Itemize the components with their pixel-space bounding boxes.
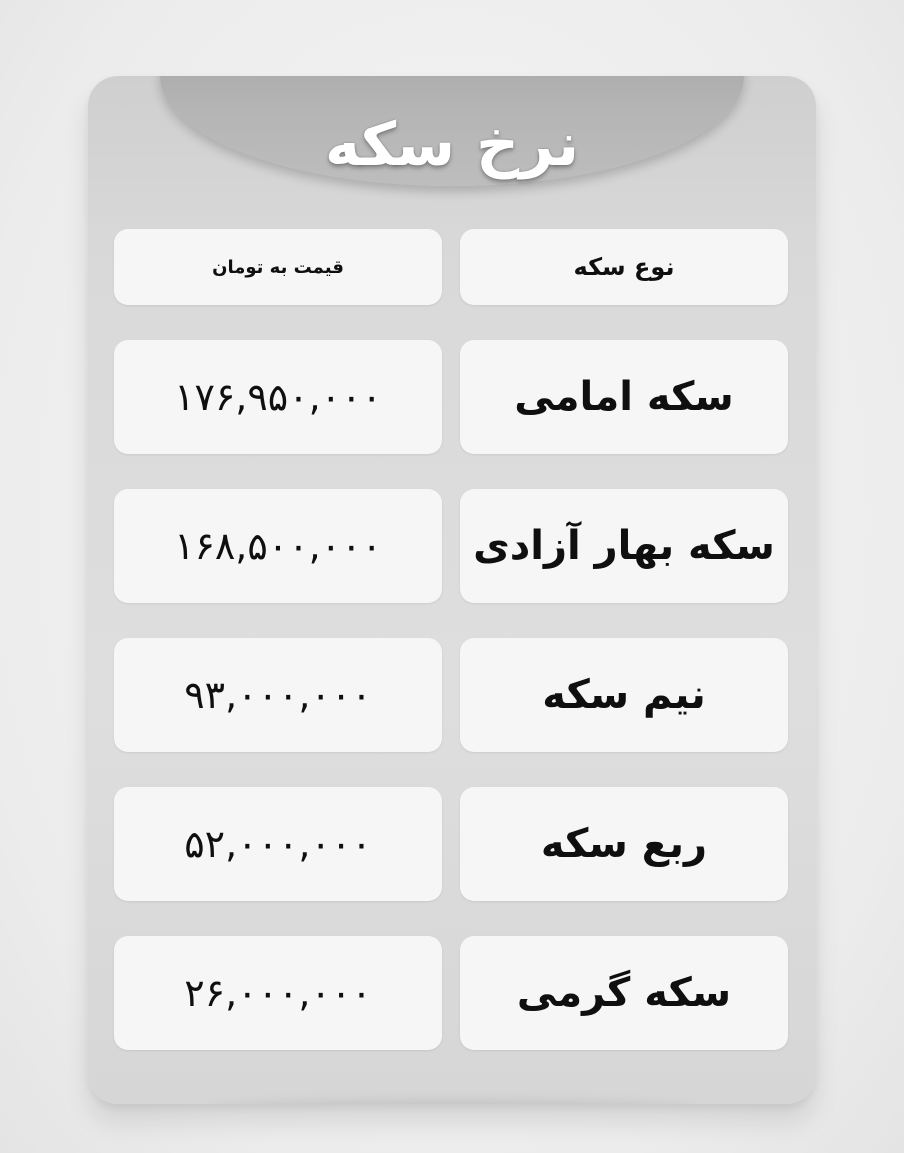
table-row-name [460,787,788,901]
header-type-label: نوع سکه [573,253,675,281]
price-value: ۱۷۶,۹۵۰,۰۰۰ [174,375,382,419]
header-price [114,229,442,305]
table-row-price [114,787,442,901]
price-value: ۵۲,۰۰۰,۰۰۰ [184,822,372,866]
title-banner [160,76,744,186]
page-title: نرخ سکه [324,110,580,180]
coin-name: سکه گرمی [516,970,732,1016]
coin-price-card [88,76,816,1104]
header-type [460,229,788,305]
table-row-price [114,936,442,1050]
coin-name: سکه بهار آزادی [473,523,775,569]
header-price-label: قیمت به تومان [212,256,344,278]
price-value: ۱۶۸,۵۰۰,۰۰۰ [174,524,382,568]
table-row-price [114,340,442,454]
price-value: ۲۶,۰۰۰,۰۰۰ [184,971,372,1015]
table-row-price [114,638,442,752]
coin-name: نیم سکه [542,672,706,718]
price-value: ۹۳,۰۰۰,۰۰۰ [184,673,372,717]
table-row-name [460,638,788,752]
table-row-name [460,489,788,603]
table-row-name [460,936,788,1050]
coin-name: ربع سکه [540,821,708,867]
table-row-name [460,340,788,454]
table-row-price [114,489,442,603]
coin-name: سکه امامی [514,374,734,420]
